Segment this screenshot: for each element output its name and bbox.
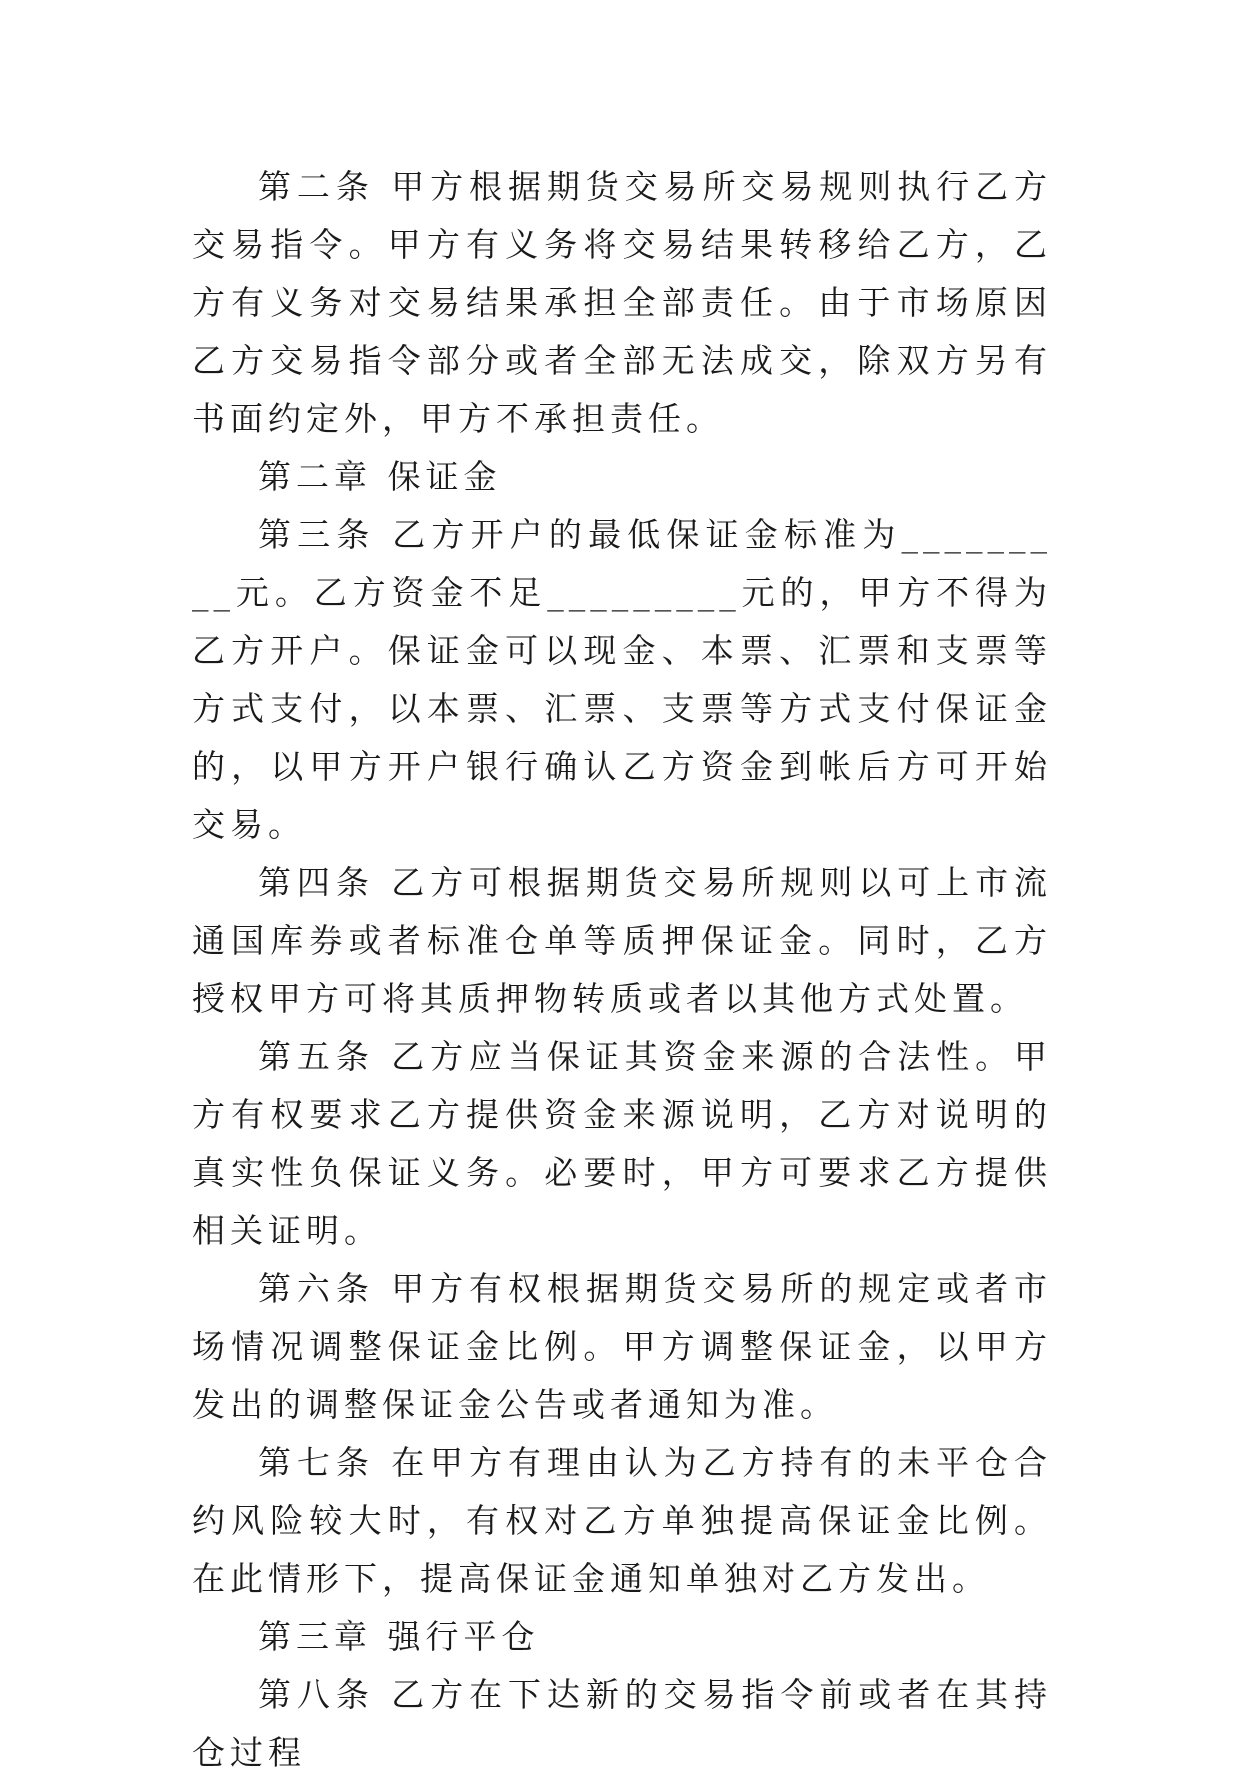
chapter-2-heading: 第二章 保证金 [258,457,502,496]
clause-7: 第七条 在甲方有理由认为乙方持有的未平仓合约风险较大时，有权对乙方单独提高保证金比例。在此情形下，提高保证金通知单独对乙方发出。 [192,1443,1052,1598]
clause-2: 第二条 甲方根据期货交易所交易规则执行乙方交易指令。甲方有义务将交易结果转移给乙方，乙方有义务对交易结果承担全部责任。由于市场原因乙方交易指令部分或者全部无法成交，除双方另有书面约定外，甲方不承担责任。 [192,167,1052,438]
document-body [192,158,1052,1782]
clause-5: 第五条 乙方应当保证其资金来源的合法性。甲方有权要求乙方提供资金来源说明，乙方对说明的真实性负保证义务。必要时，甲方可要求乙方提供相关证明。 [192,1037,1052,1250]
chapter-3-heading: 第三章 强行平仓 [258,1617,540,1656]
clause-6: 第六条 甲方有权根据期货交易所的规定或者市场情况调整保证金比例。甲方调整保证金，以甲方发出的调整保证金公告或者通知为准。 [192,1269,1052,1424]
clause-4: 第四条 乙方可根据期货交易所规则以可上市流通国库券或者标准仓单等质押保证金。同时，乙方授权甲方可将其质押物转质或者以其他方式处置。 [192,863,1052,1018]
clause-3: 第三条 乙方开户的最低保证金标准为_________元。乙方资金不足_________元的，甲方不得为乙方开户。保证金可以现金、本票、汇票和支票等方式支付，以本票、汇票、支票等方式支付保证金的，以甲方开户银行确认乙方资金到帐后方可开始交易。 [192,515,1052,844]
clause-8: 第八条 乙方在下达新的交易指令前或者在其持仓过程 [192,1675,1052,1772]
